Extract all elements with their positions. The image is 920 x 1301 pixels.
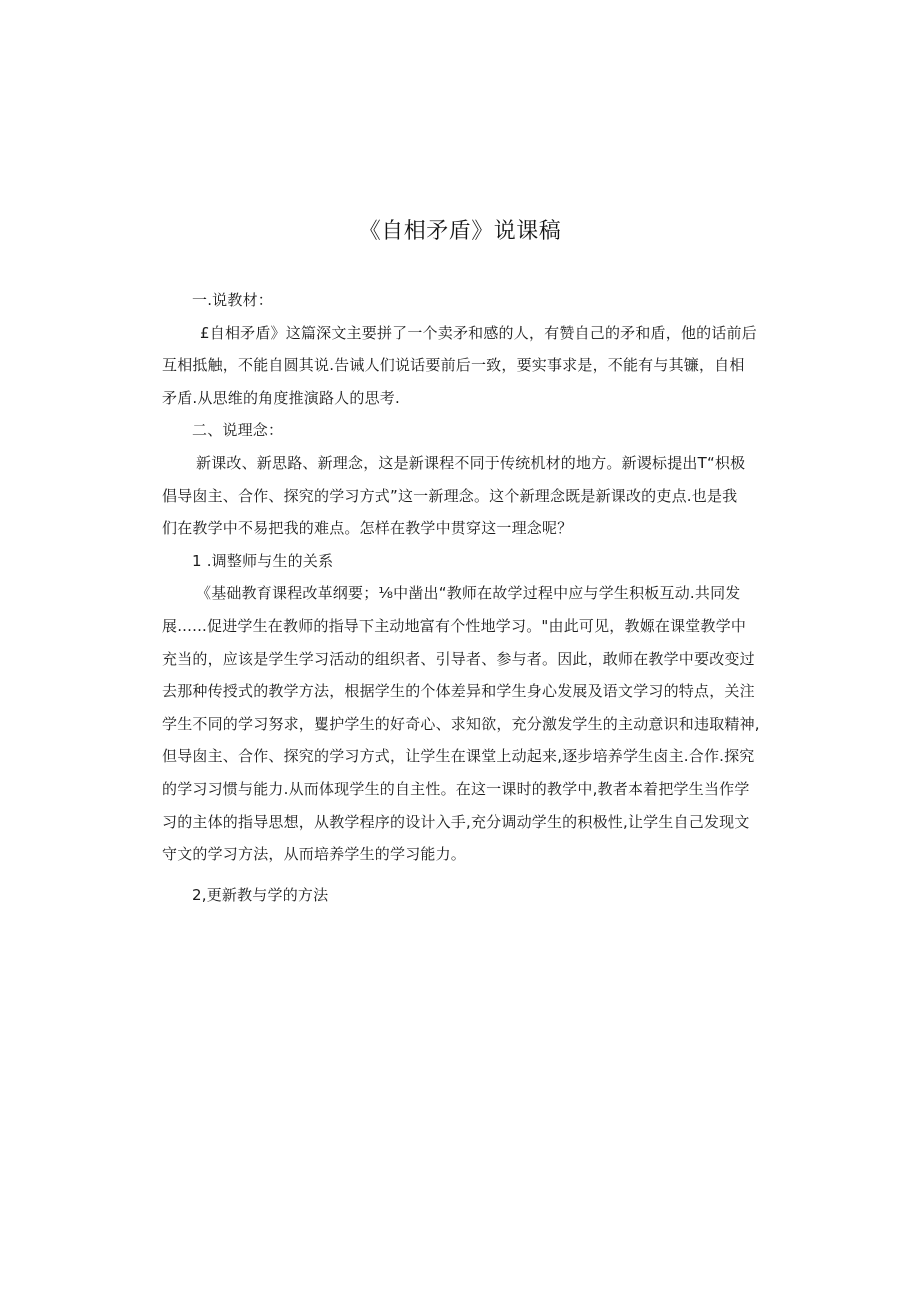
paragraph-line: 充当的，应该是学生学习活动的组织者、引导者、参与者。因此，敢师在教学中要改变过: [162, 649, 755, 668]
paragraph-line: 习的主体的指导思想，从教学程序的设计入手,充分调动学生的积极性,让学生自己发现文: [162, 812, 750, 831]
paragraph-line: 的学习习惯与能力.从而体现学生的自主性。在这一课时的教学中,教者本着把学生当作学: [162, 779, 750, 798]
spacer: [162, 871, 758, 879]
subsection-heading-relationship: 1 .调整师与生的关系: [192, 551, 334, 570]
paragraph-line: £自相矛盾》这篇深文主要拼了一个卖矛和感的人，有赞自己的矛和盾，他的话前后: [200, 323, 757, 342]
document-body: [162, 284, 758, 911]
document-title: 《自相矛盾》说课稿: [358, 219, 562, 244]
paragraph-line: 展......促进学生在教师的指导下主动地富有个性地学习。"由此可见，教嫄在课堂教学中: [162, 616, 747, 635]
paragraph-line: 守文的学习方法，从而培养学生的学习能力。: [162, 845, 467, 864]
section-heading-textbook: 一.说教材：: [192, 291, 273, 309]
paragraph-line: 倡导囱主、合作、探究的学习方式”这一新理念。这个新理念既是新课改的吏点.也是我: [162, 486, 738, 505]
paragraph-line: 去那种传授式的教学方法，根据学生的个体差异和学生身心发展及语文学习的特点，关注: [162, 682, 755, 701]
paragraph-line: 《基础教育课程改革纲要；⅛中凿出“教师在故学过程中应与学生积板互动.共同发: [196, 584, 741, 603]
paragraph-line: 新课改、新思路、新理念，这是新课程不同于传统机材的地方。新谡标提出T“枳极: [196, 453, 746, 472]
paragraph-concept: [162, 447, 758, 545]
paragraph-line: 学生不同的学习努求，矍护学生的好奇心、求知欲，充分激发学生的主动意识和违取精神,: [162, 714, 760, 733]
paragraph-line: 们在教学中不易把我的难点。怎样在教学中贯穿这一理念呢？: [162, 519, 573, 538]
paragraph-line: 互相抵触，不能自圆其说.告诫人们说话要前后一致，要实事求是，不能有与其镰，自相: [162, 356, 745, 375]
subsection-heading-methods: 2,更新教与学的方法: [192, 885, 329, 904]
paragraph-relationship: [162, 577, 758, 870]
paragraph-line: 矛盾.从思维的角度推演路人的思考.: [162, 388, 400, 407]
section-heading-concept: 二、说理念：: [192, 421, 284, 440]
paragraph-line: 但导囱主、合作、探究的学习方式，让学生在课堂上动起来,逐步培养学生卤主.合作.探究: [162, 747, 755, 766]
paragraph-textbook: [162, 317, 758, 415]
